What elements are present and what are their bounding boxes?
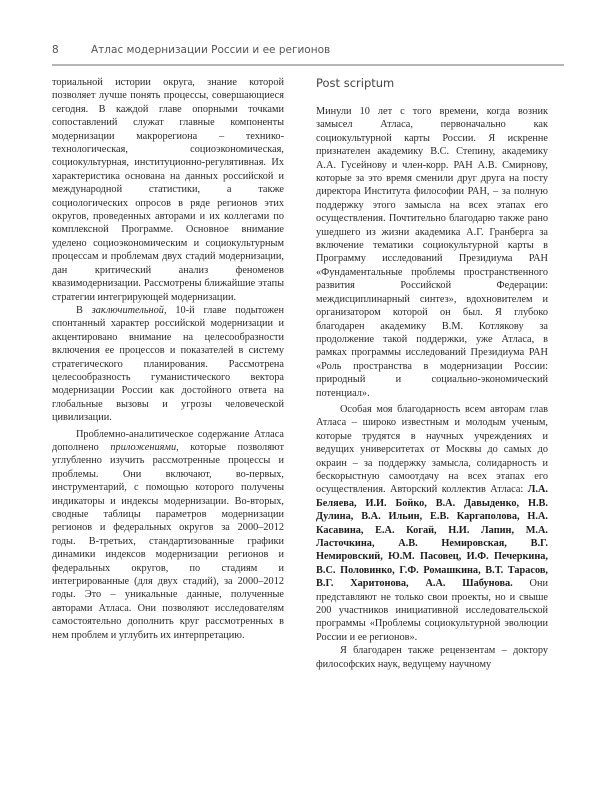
paragraph: ториальной истории округа, знание которой позволяет лучше понять процессы, совершающиеся сегодня. В каждой главе опорными точками сопоставлений служат главные компоненты модернизации макрорегиона – технико-технологическая, социоэкономическая, социокультурная, институционно-регулятивная. Их характеристика основана на данных российской и международной статистики, а также социологических опросов в ряде регионов этих округов, проведенных авторами и их коллегами по комплексной Программе. Основное внимание уделено социоэкономическим и социокультурным процессам и проблемам двух стадий модернизации, дан критический анализ феноменов квазимодернизации. Рассмотрены ближайшие этапы стратегии интегрирующей модернизации. xyxy=(52,77,284,303)
paragraph: Минули 10 лет с того времени, когда возник замысел Атласа, первоначально как социокультурной карты России. Я искренне признателен академику В.С. Степину, академику А.А. Гусейнову и член-корр. РАН А.В. Смирнову, которые за это время сменили друг друга на посту директора Института философии РАН, – за полную поддержку этого замысла на всех этапах его осуществления. Почтительно благодарю также рано ушедшего из жизни академика А.Г. Гранберга за включение тематики социокультурной карты в Программу исследований Президиума РАН «Фундаментальные проблемы пространственного развития Российской Федерации: междисциплинарный синтез», вдохновителем и организатором которой он был. Я глубоко благодарен академику В.М. Котлякову за продолжение такой поддержки, уже Атласа, в рамках программы исследований Президиума РАН «Роль пространства в модернизации России: природный и социально-экономический потенциал». xyxy=(316,106,548,399)
paragraph: Особая моя благодарность всем авторам глав Атласа – широко известным и молодым ученым, которые трудятся в научных учреждениях и ведущих университетах от Москвы до самых до окраин – за поддержку замысла, солидарность и бескорыстную самоотдачу на всех этапах его осуществления. Авторский коллектив Атласа: Л.А. Беляева, И.И. Бойко, В.А. Давыденко, Н.В. Дулина, В.А. Ильин, Е.В. Каргаполова, Н.А. Касавина, Е.А. Когай, Н.И. Лапин, М.А. Ласточкина, А.В. Немировская, В.Г. Немировский, Ю.М. Пасовец, И.Ф. Печеркина, В.С. Половинко, Г.Ф. Ромашкина, В.Т. Тарасов, В.Г. Харитонова, А.А. Шабунова. Они представляют не только свои проекты, но и свыше 200 участников инициативной исследовательской программы «Проблемы социокультурной эволюции России и ее регионов». xyxy=(316,403,548,643)
paragraph: В заключительной, 10-й главе подытожен спонтанный характер российской модернизации и акцентировано внимание на целесообразности включения ее процессов и показателей в систему стратегического планирования. Рассмотрена целесообразность гуманистического вектора модернизации России как достойного ответа на глобальные вызовы и угрозы человеческой цивилизации. xyxy=(52,304,284,424)
running-title: Атлас модернизации России и ее регионов xyxy=(91,44,331,56)
emphasis: приложениями, xyxy=(110,441,179,453)
authors-list: Л.А. Беляева, И.И. Бойко, В.А. Давыденко, Н.В. Дулина, В.А. Ильин, Е.В. Каргаполова, Н.А. Касавина, Е.А. Когай, Н.И. Лапин, М.А. Ласточкина, А.В. Немировская, В.Г. Немировский, Ю.М. Пасовец, И.Ф. Печеркина, В.С. Половинко, Г.Ф. Ромашкина, В.Т. Тарасов, В.Г. Харитонова, А.А. Шабунова. xyxy=(316,484,548,590)
paragraph: Я благодарен также рецензентам – доктору философских наук, ведущему научному xyxy=(316,645,548,670)
paragraph: Проблемно-аналитическое содержание Атласа дополнено приложениями, которые позволяют углубленно изучить рассмотренные процессы и проблемы. Они включают, во-первых, инструментарий, с помощью которого получены индикаторы и индексы модернизации. Во-вторых, сводные таблицы параметров модернизации регионов и федеральных округов за 2000–2012 годы. В-третьих, стандартизованные графики динамики индексов модернизации регионов и федеральных округов, по стадиям и интегрированные (для двух стадий), за 2000–2012 годы. Это – уникальные данные, полученные авторами Атласа. Они позволяют исследователям самостоятельно дополнить круг рассмотренных в нем проблем и углубить их интерпретацию. xyxy=(52,428,284,641)
section-title: Post scriptum xyxy=(316,76,395,90)
right-column xyxy=(316,76,548,671)
left-column xyxy=(52,76,284,642)
emphasis: заключительной, xyxy=(91,304,167,316)
page-number: 8 xyxy=(52,44,59,56)
running-header xyxy=(52,34,564,66)
